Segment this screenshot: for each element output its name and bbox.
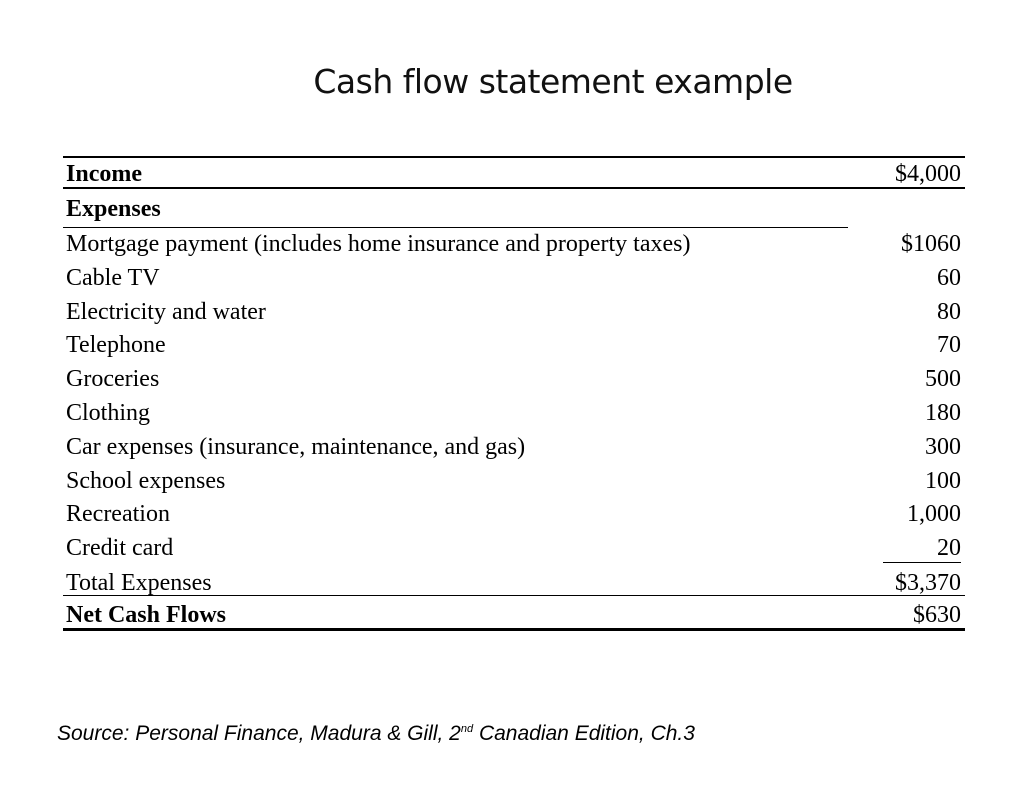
source-prefix: Source: Personal Finance, Madura & Gill, 2 [57,722,461,745]
expense-amount: 500 [925,366,961,393]
expense-amount: 20 [937,535,961,562]
expense-row [66,465,961,497]
expense-amount: 60 [937,264,961,291]
income-amount: $4,000 [895,161,961,187]
credit-card-underline [883,562,961,563]
expense-amount: $1060 [901,231,961,257]
net-cash-flows-amount: $630 [913,602,961,628]
expense-row [66,498,961,530]
expense-label: Clothing [66,400,151,426]
source-citation [57,722,695,746]
expense-row [66,296,961,328]
expense-label: School expenses [66,467,226,494]
slide-title: Cash flow statement example [313,62,793,101]
source-superscript: nd [460,723,474,735]
total-expenses-row [66,567,961,599]
expense-label: Cable TV [66,264,160,291]
expense-amount: 100 [925,467,961,494]
expense-label: Groceries [66,366,160,393]
total-expenses-label: Total Expenses [66,570,212,596]
net-cash-flows-row [66,599,961,631]
income-row [66,158,961,190]
expense-row [66,532,961,564]
expense-label: Telephone [66,332,166,359]
expense-row [66,228,961,260]
expense-label: Electricity and water [66,298,266,325]
expense-row [66,262,961,294]
income-label: Income [66,161,142,187]
expense-amount: 80 [937,298,961,325]
expense-label: Credit card [66,535,174,562]
expense-row [66,431,961,463]
expense-amount: 1,000 [907,501,961,528]
expense-label: Recreation [66,501,170,528]
expense-row [66,397,961,429]
expense-amount: 70 [937,332,961,359]
expense-row [66,329,961,361]
net-cash-flows-label: Net Cash Flows [66,602,226,628]
expense-amount: 300 [925,433,961,460]
total-expenses-amount: $3,370 [895,570,961,596]
expenses-header-row [66,193,961,225]
expense-label: Car expenses (insurance, maintenance, and gas) [66,433,526,460]
expense-amount: 180 [925,400,961,426]
source-suffix: Canadian Edition, Ch.3 [473,722,695,745]
expenses-header-label: Expenses [66,196,161,222]
expense-label: Mortgage payment (includes home insurance and property taxes) [66,231,691,257]
expense-row [66,363,961,395]
